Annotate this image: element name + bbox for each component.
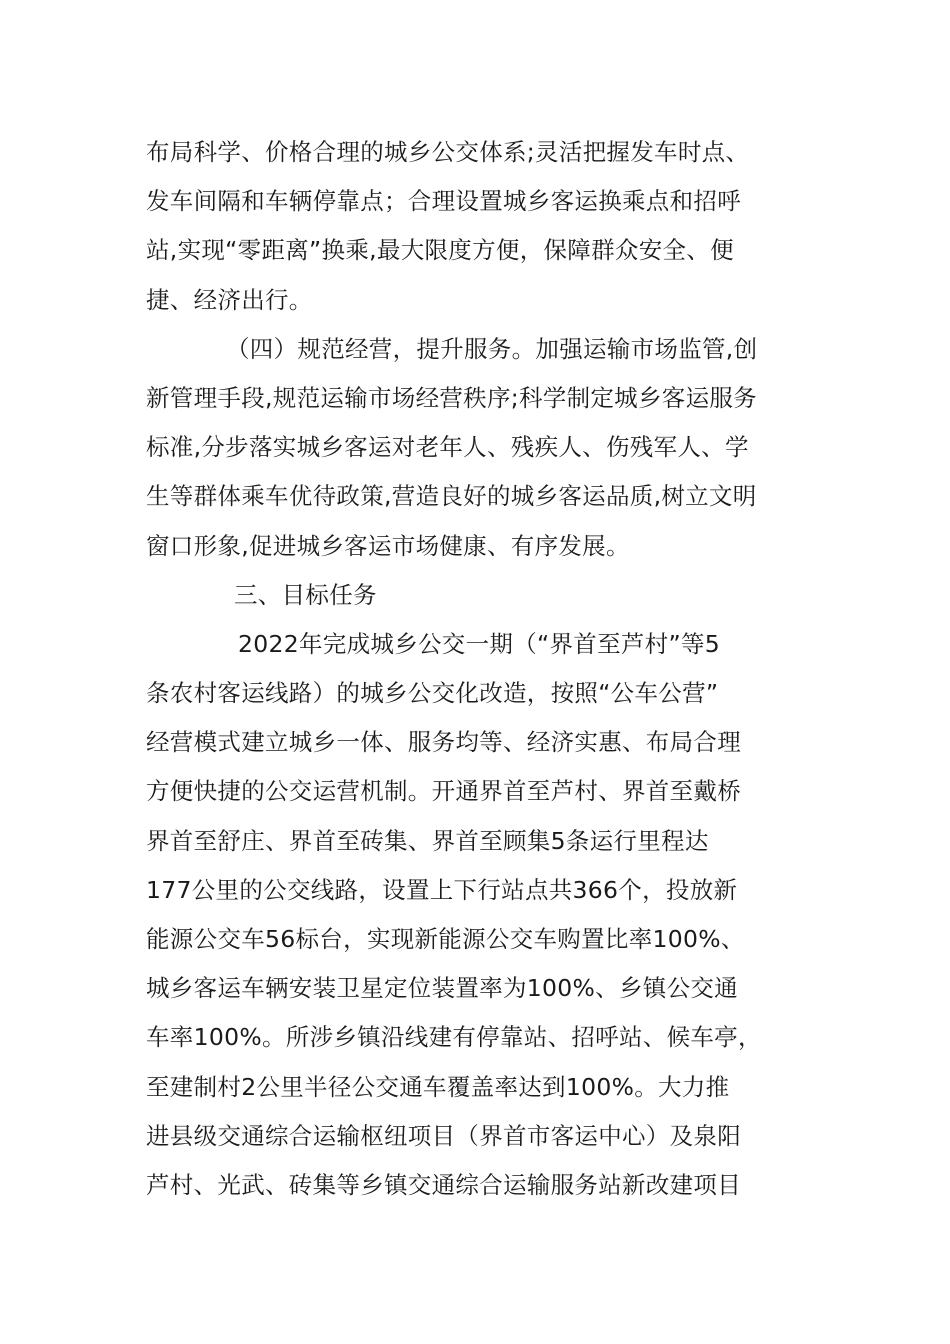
text-line: 方便快捷的公交运营机制。开通界首至芦村、界首至戴桥 (146, 777, 741, 806)
text-line: 车率100%。所涉乡镇沿线建有停靠站、招呼站、候车亭， (146, 1023, 762, 1052)
text-line: 至建制村2公里半径公交通车覆盖率达到100%。大力推 (146, 1072, 730, 1101)
section-heading-three: 三、目标任务 (234, 580, 377, 609)
text-line: 站,实现“零距离”换乘,最大限度方便，保障群众安全、便 (146, 236, 734, 265)
text-line: 发车间隔和车辆停靠点；合理设置城乡客运换乘点和招呼 (146, 187, 741, 216)
text-line: 捷、经济出行。 (146, 285, 313, 314)
text-line: 条农村客运线路）的城乡公交化改造，按照“公车公营” (146, 679, 719, 708)
body-text (146, 128, 806, 1210)
text-line: 窗口形象,促进城乡客运市场健康、有序发展。 (146, 531, 630, 560)
text-line: 进县级交通综合运输枢纽项目（界首市客运中心）及泉阳 (146, 1121, 741, 1150)
section-heading-four: （四）规范经营，提升服务。加强运输市场监管,创 (226, 334, 758, 363)
text-line: 能源公交车56标台，实现新能源公交车购置比率100%、 (146, 925, 745, 953)
text-line: 经营模式建立城乡一体、服务均等、经济实惠、布局合理 (146, 728, 741, 757)
text-line: 标准,分步落实城乡客运对老年人、残疾人、伤残军人、学 (146, 433, 749, 462)
text-line: 新管理手段,规范运输市场经营秩序;科学制定城乡客运服务 (146, 383, 757, 412)
text-line: 生等群体乘车优待政策,营造良好的城乡客运品质,树立文明 (146, 482, 757, 511)
text-line: 177公里的公交线路，设置上下行站点共366个，投放新 (146, 875, 738, 904)
text-line: 布局科学、价格合理的城乡公交体系;灵活把握发车时点、 (146, 138, 750, 166)
text-line: 界首至舒庄、界首至砖集、界首至顾集5条运行里程达 (146, 826, 709, 855)
text-line: 芦村、光武、砖集等乡镇交通综合运输服务站新改建项目 (146, 1170, 741, 1199)
text-line: 城乡客运车辆安装卫星定位装置率为100%、乡镇公交通 (146, 974, 738, 1003)
text-line: 2022年完成城乡公交一期（“界首至芦村”等5 (238, 629, 721, 658)
